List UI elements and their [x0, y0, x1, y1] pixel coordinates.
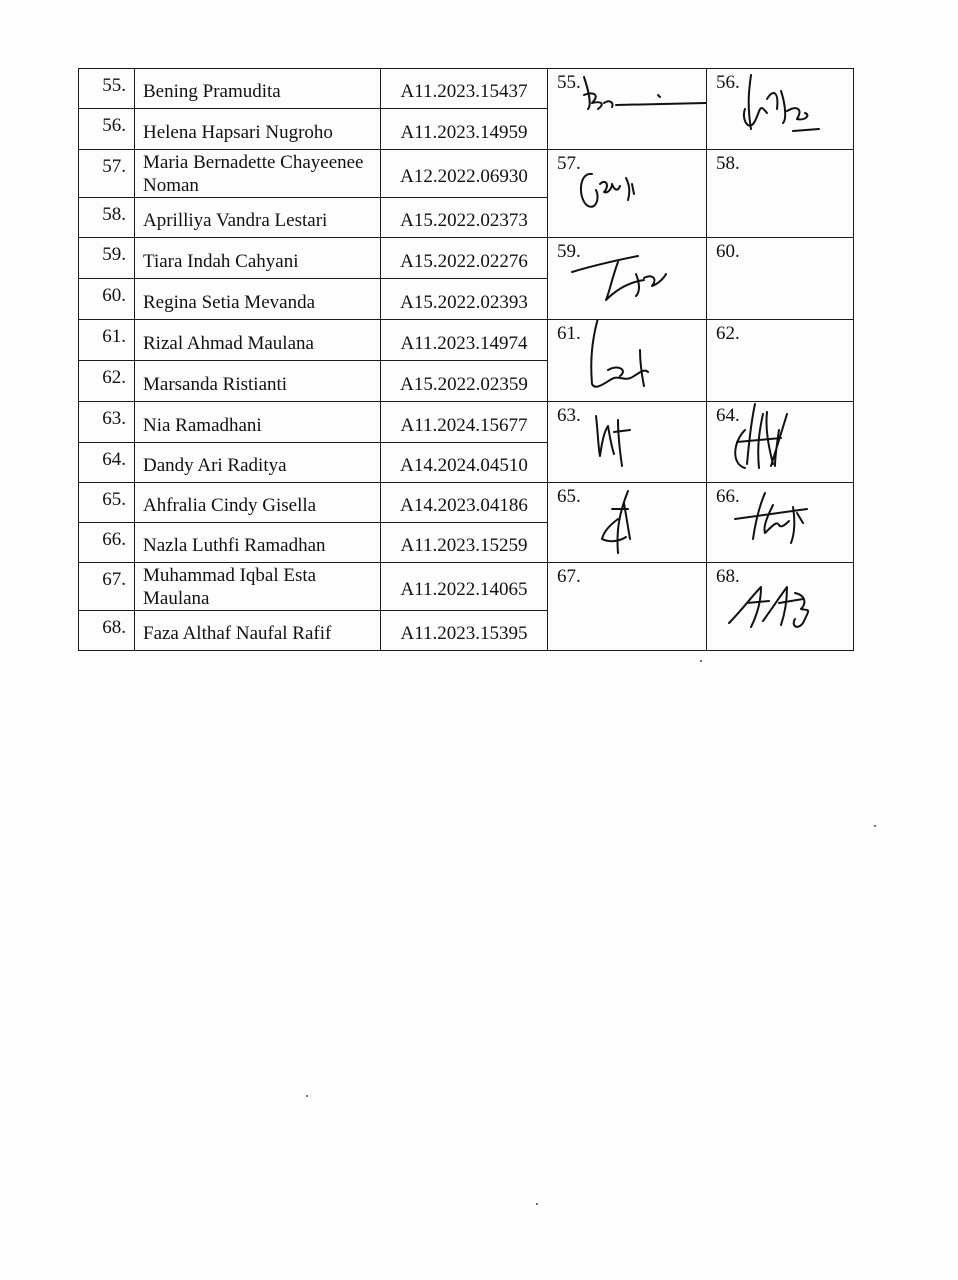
paper-speck	[536, 1203, 538, 1205]
student-id: A11.2023.15437	[381, 69, 548, 109]
signature-number: 60.	[716, 241, 740, 262]
signature-stroke	[596, 416, 630, 466]
row-number: 68.	[79, 611, 135, 651]
student-name: Aprilliya Vandra Lestari	[135, 198, 381, 238]
student-id: A11.2022.14065	[381, 563, 548, 611]
row-number: 67.	[79, 563, 135, 611]
student-name: Regina Setia Mevanda	[135, 279, 381, 320]
student-id: A15.2022.02276	[381, 238, 548, 279]
student-id: A15.2022.02373	[381, 198, 548, 238]
signature-number: 64.	[716, 405, 740, 426]
student-name: Maria Bernadette Chayeenee Noman	[135, 150, 381, 198]
signature-stroke	[744, 75, 819, 131]
signature-number: 68.	[716, 566, 740, 587]
signature-cell	[707, 563, 854, 651]
signature-cell	[707, 69, 854, 150]
handwritten-signature	[707, 402, 854, 483]
signature-cell	[707, 402, 854, 483]
signature-number: 55.	[557, 72, 581, 93]
student-id: A15.2022.02393	[381, 279, 548, 320]
signature-number: 62.	[716, 323, 740, 344]
student-name: Rizal Ahmad Maulana	[135, 320, 381, 361]
handwritten-signature	[548, 69, 707, 150]
signature-stroke	[572, 256, 666, 300]
attendance-table	[78, 68, 854, 651]
row-number: 57.	[79, 150, 135, 198]
student-id: A15.2022.02359	[381, 361, 548, 402]
student-id: A12.2022.06930	[381, 150, 548, 198]
row-number: 56.	[79, 109, 135, 150]
student-id: A14.2024.04510	[381, 443, 548, 483]
student-name: Ahfralia Cindy Gisella	[135, 483, 381, 523]
row-number: 60.	[79, 279, 135, 320]
handwritten-signature	[707, 483, 854, 563]
signature-number: 57.	[557, 153, 581, 174]
row-number: 59.	[79, 238, 135, 279]
table-row	[79, 320, 854, 361]
signature-cell	[548, 320, 707, 402]
handwritten-signature	[707, 563, 854, 651]
row-number: 66.	[79, 523, 135, 563]
student-name: Marsanda Ristianti	[135, 361, 381, 402]
handwritten-signature	[548, 150, 707, 238]
student-id: A11.2023.14974	[381, 320, 548, 361]
student-name: Nazla Luthfi Ramadhan	[135, 523, 381, 563]
table-row	[79, 69, 854, 109]
signature-number: 66.	[716, 486, 740, 507]
signature-cell	[707, 150, 854, 238]
row-number: 58.	[79, 198, 135, 238]
signature-number: 65.	[557, 486, 581, 507]
signature-number: 61.	[557, 323, 581, 344]
row-number: 63.	[79, 402, 135, 443]
table-row	[79, 563, 854, 611]
signature-stroke	[735, 493, 807, 543]
signature-number: 58.	[716, 153, 740, 174]
student-id: A14.2023.04186	[381, 483, 548, 523]
table-row	[79, 150, 854, 198]
student-name: Nia Ramadhani	[135, 402, 381, 443]
signature-cell	[548, 483, 707, 563]
signature-number: 59.	[557, 241, 581, 262]
handwritten-signature	[707, 69, 854, 150]
row-number: 65.	[79, 483, 135, 523]
signature-cell	[548, 69, 707, 150]
row-number: 64.	[79, 443, 135, 483]
signature-cell	[548, 238, 707, 320]
student-name: Faza Althaf Naufal Rafif	[135, 611, 381, 651]
student-name: Tiara Indah Cahyani	[135, 238, 381, 279]
row-number: 55.	[79, 69, 135, 109]
table-row	[79, 238, 854, 279]
signature-number: 63.	[557, 405, 581, 426]
handwritten-signature	[548, 483, 707, 563]
paper-speck	[306, 1095, 308, 1097]
handwritten-signature	[548, 238, 707, 320]
student-name: Helena Hapsari Nugroho	[135, 109, 381, 150]
row-number: 61.	[79, 320, 135, 361]
signature-cell	[707, 320, 854, 402]
handwritten-signature	[548, 320, 707, 402]
signature-stroke	[602, 491, 630, 553]
signature-stroke	[581, 174, 634, 207]
student-id: A11.2023.15259	[381, 523, 548, 563]
table-row	[79, 402, 854, 443]
signature-cell	[548, 563, 707, 651]
paper-speck	[700, 660, 702, 662]
signature-stroke	[735, 404, 787, 468]
signature-cell	[548, 402, 707, 483]
row-number: 62.	[79, 361, 135, 402]
signature-stroke	[729, 587, 808, 627]
signature-number: 56.	[716, 72, 740, 93]
student-id: A11.2024.15677	[381, 402, 548, 443]
paper-speck	[874, 825, 876, 827]
signature-stroke	[591, 320, 648, 387]
student-name: Muhammad Iqbal Esta Maulana	[135, 563, 381, 611]
signature-number: 67.	[557, 566, 581, 587]
student-id: A11.2023.14959	[381, 109, 548, 150]
student-name: Bening Pramudita	[135, 69, 381, 109]
signature-stroke	[584, 77, 706, 109]
student-name: Dandy Ari Raditya	[135, 443, 381, 483]
signature-cell	[548, 150, 707, 238]
handwritten-signature	[548, 402, 707, 483]
student-id: A11.2023.15395	[381, 611, 548, 651]
signature-cell	[707, 238, 854, 320]
signature-cell	[707, 483, 854, 563]
table-row	[79, 483, 854, 523]
